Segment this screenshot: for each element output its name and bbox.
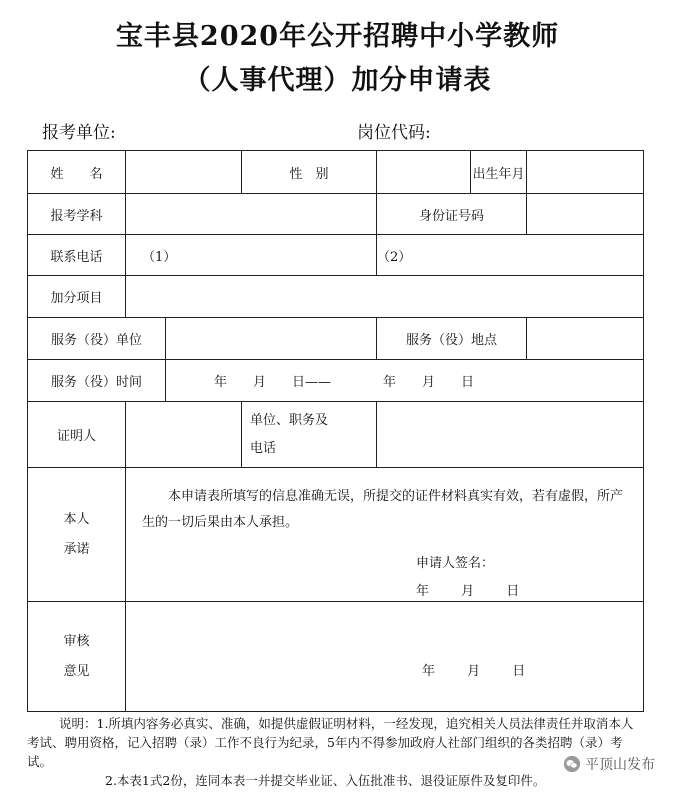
witness-info-line2: 电话 <box>250 440 277 456</box>
review-label-line2: 意见 <box>63 663 90 679</box>
pledge-text: 本申请表所填写的信息准确无误，所提交的证件材料真实有效，若有虚假，所产生的一切后果由本人承担。 <box>142 489 624 530</box>
application-form-table <box>27 150 644 712</box>
gender-label: 性 别 <box>242 151 377 194</box>
service-time-value: 年 月 日—— 年 月 日 <box>214 375 475 390</box>
form-title: 宝丰县2020年公开招聘中小学教师 <box>115 21 560 52</box>
name-field[interactable] <box>126 151 242 194</box>
birth-field[interactable] <box>527 151 644 194</box>
service-place-label: 服务（役）地点 <box>377 318 527 360</box>
service-time-label: 服务（役）时间 <box>28 360 166 402</box>
witness-info-label <box>242 402 377 468</box>
phone-2-field[interactable] <box>377 235 644 276</box>
id-number-field[interactable] <box>527 194 644 235</box>
phone-label: 联系电话 <box>28 235 126 276</box>
review-label <box>28 602 126 712</box>
witness-label: 证明人 <box>28 402 126 468</box>
witness-info-field[interactable] <box>377 402 644 468</box>
bonus-item-field[interactable] <box>126 276 644 318</box>
review-cell[interactable] <box>126 602 644 712</box>
post-code-label: 岗位代码: <box>357 123 431 143</box>
notes-section <box>27 714 643 790</box>
pledge-label <box>28 468 126 602</box>
pledge-cell <box>126 468 644 602</box>
service-unit-field[interactable] <box>166 318 377 360</box>
pledge-date: 年 月 日 <box>416 584 520 599</box>
name-label: 姓 名 <box>28 151 126 194</box>
review-date: 年 月 日 <box>422 664 526 679</box>
note-1: 说明：1.所填内容务必真实、准确，如提供虚假证明材料，一经发现，追究相关人员法律责任并取消本人考试、聘用资格，记入招聘（录）工作不良行为纪录，5年内不得参加政府人社部门组织的各类招聘（录）考试。 <box>27 716 634 769</box>
witness-info-line1: 单位、职务及 <box>250 412 329 428</box>
birth-label: 出生年月 <box>471 151 527 194</box>
watermark <box>563 754 655 774</box>
review-label-line1: 审核 <box>63 633 90 649</box>
id-number-label: 身份证号码 <box>377 194 527 235</box>
form-subtitle: （人事代理）加分申请表 <box>183 65 492 96</box>
phone-1-field[interactable] <box>126 235 377 276</box>
watermark-text: 平顶山发布 <box>585 757 655 773</box>
exam-unit-label: 报考单位: <box>42 123 116 143</box>
service-unit-label: 服务（役）单位 <box>28 318 166 360</box>
pledge-label-line1: 本人 <box>63 511 90 527</box>
phone-2-marker: （2） <box>377 249 412 265</box>
pledge-label-line2: 承诺 <box>63 541 90 557</box>
wechat-icon <box>563 755 581 773</box>
applicant-sign-label: 申请人签名： <box>416 556 495 571</box>
service-time-field[interactable] <box>166 360 644 402</box>
phone-1-marker: （1） <box>142 249 177 265</box>
subject-label: 报考学科 <box>28 194 126 235</box>
gender-field[interactable] <box>377 151 471 194</box>
service-place-field[interactable] <box>527 318 644 360</box>
witness-field[interactable] <box>126 402 242 468</box>
bonus-item-label: 加分项目 <box>28 276 126 318</box>
subject-field[interactable] <box>126 194 377 235</box>
note-2: 2.本表1式2份，连同本表一并提交毕业证、入伍批准书、退役证原件及复印件。 <box>105 773 546 788</box>
